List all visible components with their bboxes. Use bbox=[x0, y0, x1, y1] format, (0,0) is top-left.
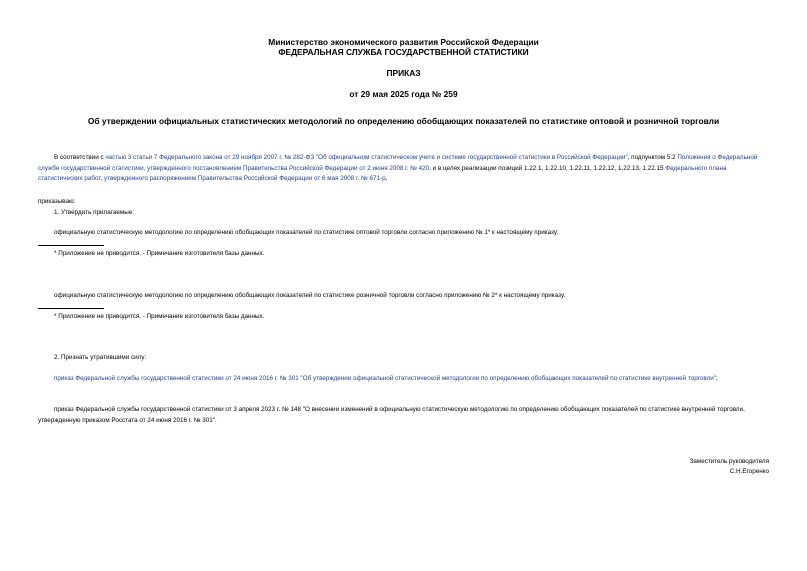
item2-heading: 2. Признать утратившими силу: bbox=[54, 354, 147, 361]
footnote-divider bbox=[38, 308, 104, 309]
page-title: Об утверждении официальных статистических методологий по определению обобщающих показателей по статистике оптовой и розничной торговли bbox=[87, 116, 720, 126]
repealed-order-1 bbox=[38, 374, 770, 385]
order-301-link[interactable]: приказ Федеральной службы государственной статистики от 24 июня 2016 г. № 301 "Об утверждении официальной статистической методологии по определению обобщающих показателей по статистике внутренней торговли" bbox=[54, 375, 717, 382]
footnote-1: * Приложение не приводится. - Примечание изготовителя базы данных. bbox=[54, 250, 265, 257]
order-148-text: приказ Федеральной службы государственной статистики от 3 апреля 2023 г. № 148 "О внесении изменений в официальную статистическую методологию по определению обобщающих показателей по статистике внутренней торговли, утвержденную приказом Росстата от 24 июня 2016 г. № 301" bbox=[38, 406, 745, 424]
order-148-end: . bbox=[215, 416, 217, 424]
federal-plan-link[interactable]: Федерального плана статистических работ, утвержденного распоряжением Правительства Российской Федерации от 6 мая 2008 г. № 671-р bbox=[38, 164, 727, 183]
method-retail: официальную статистическую методологию по определению обобщающих показателей по статистике розничной торговли согласно приложению № 2* к настоящему приказу. bbox=[54, 292, 566, 299]
preamble-text-2: , подпунктом 5.2 bbox=[627, 154, 678, 161]
doc-type: ПРИКАЗ bbox=[386, 68, 421, 78]
service-name: ФЕДЕРАЛЬНАЯ СЛУЖБА ГОСУДАРСТВЕННОЙ СТАТИСТИКИ bbox=[278, 47, 529, 57]
method-wholesale: официальную статистическую методологию по определению обобщающих показателей по статистике оптовой торговли согласно приложению № 1* к настоящему приказу; bbox=[54, 229, 559, 236]
repealed-order-2 bbox=[38, 405, 770, 426]
regulation-link[interactable]: Положения о Федеральной службе государственной статистики, утвержденного постановлением Правительства Российской Федерации от 2 июня 2008 г. № 420 bbox=[38, 154, 758, 172]
preamble-text-1: В соответствии с bbox=[54, 154, 106, 161]
preamble-text-3: , и в целях реализации позиций 1.22.1, 1.22.10, 1.22.11, 1.22.12, 1.22.13, 1.22.15 bbox=[429, 164, 666, 172]
preamble bbox=[38, 153, 770, 185]
law-link[interactable]: частью 3 статьи 7 Федерального закона от 29 ноября 2007 г. № 282-ФЗ "Об официальном статистическом учете и системе государственной статистики в Российской Федерации" bbox=[105, 154, 628, 161]
doc-date-number: от 29 мая 2025 года № 259 bbox=[349, 89, 458, 99]
order-301-end: ; bbox=[716, 375, 718, 382]
signatory-name: С.Н.Егоренко bbox=[729, 468, 769, 475]
item1-heading: 1. Утвердить прилагаемые: bbox=[54, 209, 134, 216]
signatory-position: Заместитель руководителя bbox=[689, 458, 769, 465]
footnote-divider bbox=[38, 245, 104, 246]
preamble-text-4: , bbox=[385, 175, 388, 183]
ministry-name: Министерство экономического развития Российской Федерации bbox=[268, 37, 539, 47]
footnote-2: * Приложение не приводится. - Примечание изготовителя базы данных. bbox=[54, 313, 265, 320]
order-word: приказываю: bbox=[38, 198, 76, 205]
